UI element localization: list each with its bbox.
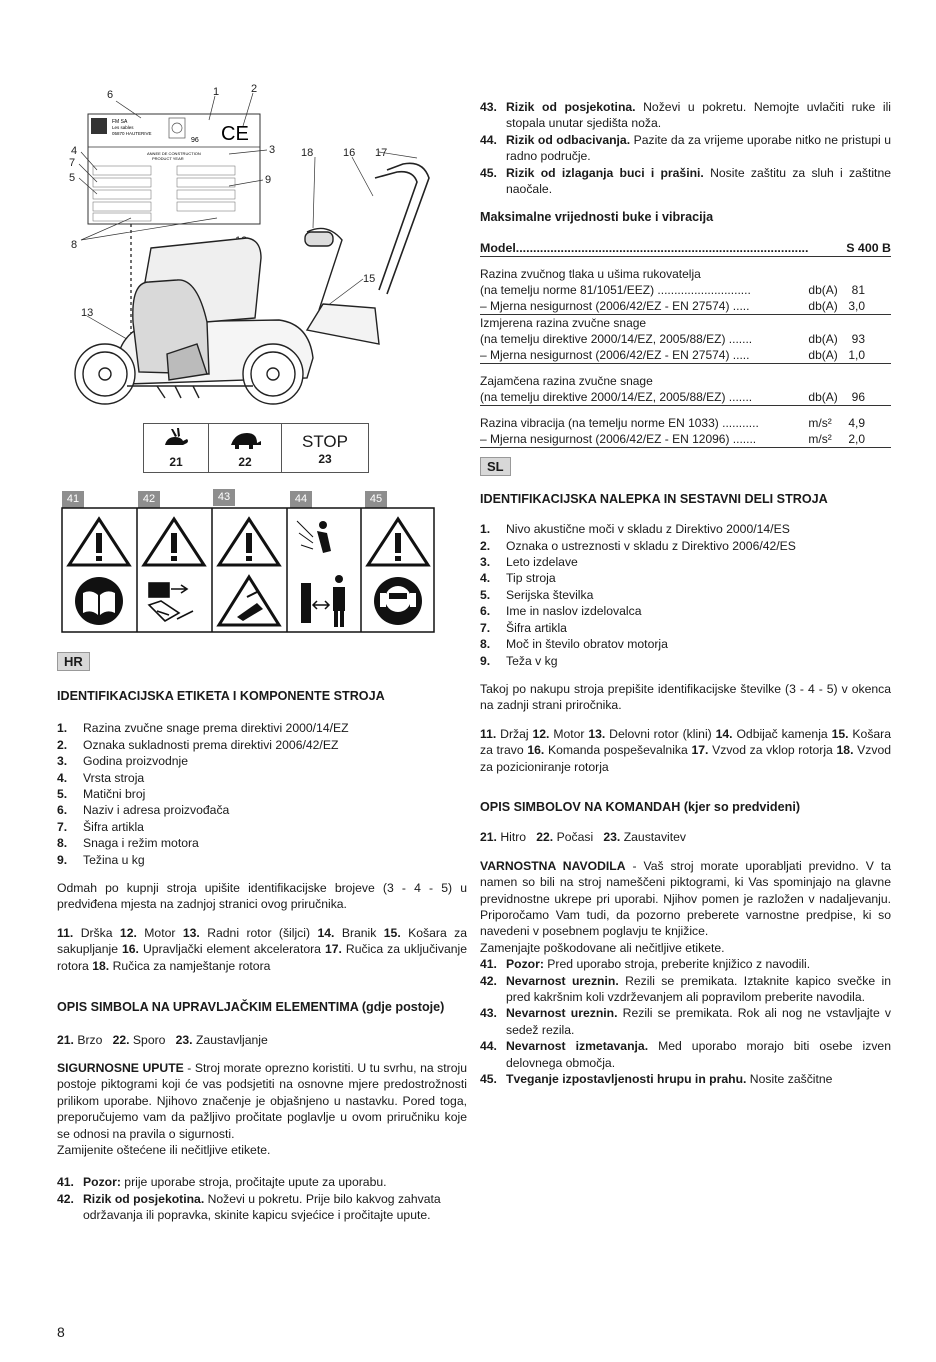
- table-row: – Mjerna nesigurnost (2006/42/EZ - EN 27574) ..... db(A) 3,0: [480, 298, 891, 315]
- mower-diagram: [57, 82, 477, 422]
- hr-heading-symbols: OPIS SIMBOLA NA UPRAVLJAČKIM ELEMENTIMA (gdje postoje): [57, 1000, 445, 1015]
- lang-badge-sl: SL: [480, 457, 511, 476]
- label-db-value: 96: [191, 137, 199, 144]
- table-row: Izmjerena razina zvučne snage: [480, 315, 647, 330]
- symbol-slow-num: 22: [238, 455, 252, 469]
- label-year: ANNEE DE CONSTRUCTION: [147, 151, 201, 156]
- turtle-icon: [227, 427, 263, 451]
- symbol-slow: [209, 424, 282, 472]
- label-company: FM SA: [112, 119, 128, 125]
- callout-17: 17: [375, 147, 388, 159]
- callout-16: 16: [343, 147, 356, 159]
- callout-18: 18: [301, 147, 314, 159]
- callout-7: 7: [69, 157, 76, 169]
- table-row: Razina zvučnog tlaka u ušima rukovatelja: [480, 266, 701, 281]
- hr-safety-text: SIGURNOSNE UPUTE - Stroj morate oprezno koristiti. U tu svrhu, na stroju postoje piktogrami koji će vas podsjetiti na osnovne mjere predostrožnosti prilikom uporabe. Njihovo značenje je objašnjeno u nastavku. Pored toga, preporučujemo vam da pažljivo pročitate poglavlje u ovom priručniku koje se odnosi na pravila o sigurnosti.: [57, 1060, 467, 1141]
- symbol-stop: [282, 424, 368, 472]
- hr-components: 11. Drška 12. Motor 13. Radni rotor (šiljci) 14. Branik 15. Košara za sakupljanje 16. Upravljački element akceleratora 17. Ručica za uključivanje rotora 18. Ručica za namještanje rotora: [57, 925, 468, 973]
- label-product: PRODUCT YEAR: [152, 156, 184, 161]
- callout-2: 2: [251, 83, 258, 95]
- list-item: 2. Oznaka o ustreznosti v skladu z Direktivo 2006/42/ES: [480, 538, 796, 553]
- list-item: 5. Matični broj: [57, 787, 146, 802]
- symbol-fast: [144, 424, 209, 472]
- ce-mark: CE: [221, 123, 249, 145]
- hearing-eye-protection-icon: [374, 577, 422, 625]
- hr-heading-identification: IDENTIFIKACIJSKA ETIKETA I KOMPONENTE STROJA: [57, 689, 385, 703]
- list-item: 41. Pozor: Pred uporabo stroja, preberite knjižico z navodili.: [480, 957, 811, 972]
- list-item: 6. Ime in naslov izdelovalca: [480, 604, 642, 619]
- symbol-stop-num: 23: [318, 452, 332, 466]
- table-row: Razina vibracija (na temelju norme EN 1033) ........... m/s² 4,9: [480, 415, 865, 430]
- left-column-hr: [57, 652, 467, 1224]
- read-manual-icon: [75, 577, 123, 625]
- warning-pictograms: [61, 491, 435, 633]
- pictogram-panels: [61, 507, 435, 633]
- speed-symbols-box: [143, 423, 369, 473]
- callout-9: 9: [265, 174, 272, 186]
- hr-warnings-list: [57, 1174, 467, 1223]
- callout-1: 1: [213, 86, 220, 98]
- right-column: [480, 99, 891, 1087]
- spark-plug-maintenance-icon: [149, 583, 193, 621]
- symbol-stop-text: STOP: [302, 432, 348, 451]
- callout-3: 3: [269, 144, 276, 156]
- list-item: 6. Naziv i adresa proizvođača: [57, 803, 230, 818]
- table-row: [480, 240, 891, 257]
- list-item: 4. Vrsta stroja: [57, 770, 145, 785]
- hr-warnings-continued: [480, 99, 891, 197]
- label-company2: Les sables: [112, 125, 134, 130]
- warning-tab-45: 45: [365, 491, 387, 508]
- list-item: 5. Serijska številka: [480, 587, 594, 602]
- warning-tab-42: 42: [138, 491, 160, 508]
- list-item: 9. Teža v kg: [480, 653, 558, 668]
- table-row: (na temelju direktive 2000/14/EZ, 2005/88/EZ) ....... db(A) 96: [480, 389, 891, 406]
- warning-tab-43: 43: [213, 489, 235, 506]
- sl-safety-replace: Zamenjajte poškodovane ali nečitljive etikete.: [480, 940, 725, 955]
- sl-components: 11. Držaj 12. Motor 13. Delovni rotor (klini) 14. Odbijač kamenja 15. Košara za travo 16. Komanda pospeševalnika 17. Vzvod za vklop rotorja 18. Vzvod za pozicioniranje rotorja: [480, 726, 892, 774]
- list-item: 9. Težina u kg: [57, 852, 145, 867]
- table-row: – Mjerna nesigurnost (2006/42/EZ - EN 27574) ..... db(A) 1,0: [480, 347, 891, 364]
- sl-heading-symbols: OPIS SIMBOLOV NA KOMANDAH (kjer so predvideni): [480, 799, 801, 814]
- callout-4: 4: [71, 145, 78, 157]
- callout-15: 15: [363, 273, 376, 285]
- list-item: 3. Godina proizvodnje: [57, 754, 189, 769]
- callout-13: 13: [81, 307, 94, 319]
- list-item: 1. Nivo akustične moči v skladu z Direktivo 2000/14/ES: [480, 522, 790, 537]
- noise-table: [480, 240, 891, 448]
- list-item: 45. Tveganje izpostavljenosti hrupu in prahu. Nosite zaščitne: [480, 1072, 833, 1087]
- warning-triangle-icon: [69, 519, 428, 565]
- warning-tab-41: 41: [62, 491, 84, 508]
- warning-tab-44: 44: [290, 491, 312, 508]
- callout-6: 6: [107, 89, 114, 101]
- model-value: S 400 B: [808, 240, 891, 257]
- model-label: Model.....................................................................................: [480, 240, 809, 255]
- sl-safety-text: VARNOSTNA NAVODILA - Vaš stroj morate uporabljati previdno. V ta namen so bili na stroj nameščeni piktogrami, ki Vas spominjajo na glavne previdnostne ukrepe pri uporabi. Njihov pomen je razložen v nadaljevanju. Priporočamo Vam tudi, da pozorno preberete varnostne predpise, ki so navedeni v posebnem poglavju te knjižice.: [480, 858, 891, 939]
- list-item: 8. Snaga i režim motora: [57, 836, 199, 851]
- hr-identification-list: [57, 720, 467, 868]
- table-row: – Mjerna nesigurnost (2006/42/EZ - EN 12096) ....... m/s² 2,0: [480, 431, 891, 448]
- list-item: 42. Rizik od posjekotina. Noževi u pokretu. Prije bilo kakvog zahvata održavanja ili popravka, skinite kapicu svjećice i pročitajte upute.: [57, 1191, 441, 1223]
- callout-8: 8: [71, 239, 78, 251]
- list-item: 2. Oznaka sukladnosti prema direktivi 2006/42/EZ: [57, 737, 339, 752]
- sl-note-identification: Takoj po nakupu stroja prepišite identifikacijske številke (3 - 4 - 5) v okenca na zadnji strani priročnika.: [480, 681, 891, 713]
- list-item: 44. Nevarnost izmetavanja. Med uporabo morajo biti osebe izven delovnega območja.: [480, 1039, 891, 1070]
- identification-label-plate: [88, 114, 260, 224]
- list-item: 8. Moč in število obratov motorja: [480, 637, 668, 652]
- list-item: 45. Rizik od izlaganja buci i prašini. Nosite zaštitu za sluh i zaštitne naočale.: [480, 165, 891, 197]
- lang-badge-hr: HR: [57, 652, 90, 671]
- list-item: 7. Šifra artikla: [57, 819, 144, 834]
- list-item: 3. Leto izdelave: [480, 555, 578, 570]
- table-row: (na temelju norme 81/1051/EEZ) ............................ db(A) 81: [480, 282, 865, 297]
- sl-heading-identification: IDENTIFIKACIJSKA NALEPKA IN SESTAVNI DELI STROJA: [480, 491, 828, 506]
- list-item: 44. Rizik od odbacivanja. Pazite da za vrijeme uporabe nitko ne pristupi u radno područje.: [480, 132, 891, 164]
- thrown-objects-icon: [297, 521, 345, 627]
- cut-hand-icon: [219, 577, 279, 625]
- hr-safety-replace: Zamijenite oštećene ili nečitljive etikete.: [57, 1142, 271, 1157]
- callout-5: 5: [69, 172, 76, 184]
- table-row: Zajamčena razina zvučne snage: [480, 373, 653, 388]
- symbol-fast-num: 21: [169, 455, 183, 469]
- noise-heading: Maksimalne vrijednosti buke i vibracija: [480, 210, 714, 225]
- rabbit-icon: [161, 427, 191, 451]
- page-number: 8: [57, 1324, 65, 1340]
- sl-symbols: 21. Hitro 22. Počasi 23. Zaustavitev: [480, 830, 687, 845]
- list-item: 7. Šifra artikla: [480, 620, 567, 635]
- hr-symbols: 21. Brzo 22. Sporo 23. Zaustavljanje: [57, 1032, 268, 1047]
- list-item: 43. Rizik od posjekotina. Noževi u pokretu. Nemojte uvlačiti ruke ili stopala unutar sjedišta noža.: [480, 100, 891, 131]
- sl-warnings-list: [480, 956, 891, 1087]
- list-item: 42. Nevarnost ureznin. Rezili se premikata. Iztaknite kapico svečke in pred kakršnim koli vzdrževanjem ali popravilom preberite navodila.: [480, 973, 891, 1004]
- list-item: 41. Pozor: prije uporabe stroja, pročitajte upute za uporabu.: [57, 1175, 387, 1190]
- list-item: 4. Tip stroja: [480, 571, 556, 586]
- sl-identification-list: [480, 521, 891, 669]
- table-row: (na temelju direktive 2000/14/EZ, 2005/88/EZ) ....... db(A) 93: [480, 331, 865, 346]
- label-company3: 05870 HAUTERIVE: [112, 131, 152, 136]
- hr-note-identification: Odmah po kupnji stroja upišite identifikacijske brojeve (3 - 4 - 5) u predviđena mjesta na zadnjoj stranici ovog priručnika.: [57, 881, 467, 912]
- list-item: 43. Nevarnost ureznin. Rezili se premikata. Rok ali nog ne vstavljajte v sedež rezila.: [480, 1006, 891, 1037]
- list-item: 1. Razina zvučne snage prema direktivi 2000/14/EZ: [57, 721, 349, 736]
